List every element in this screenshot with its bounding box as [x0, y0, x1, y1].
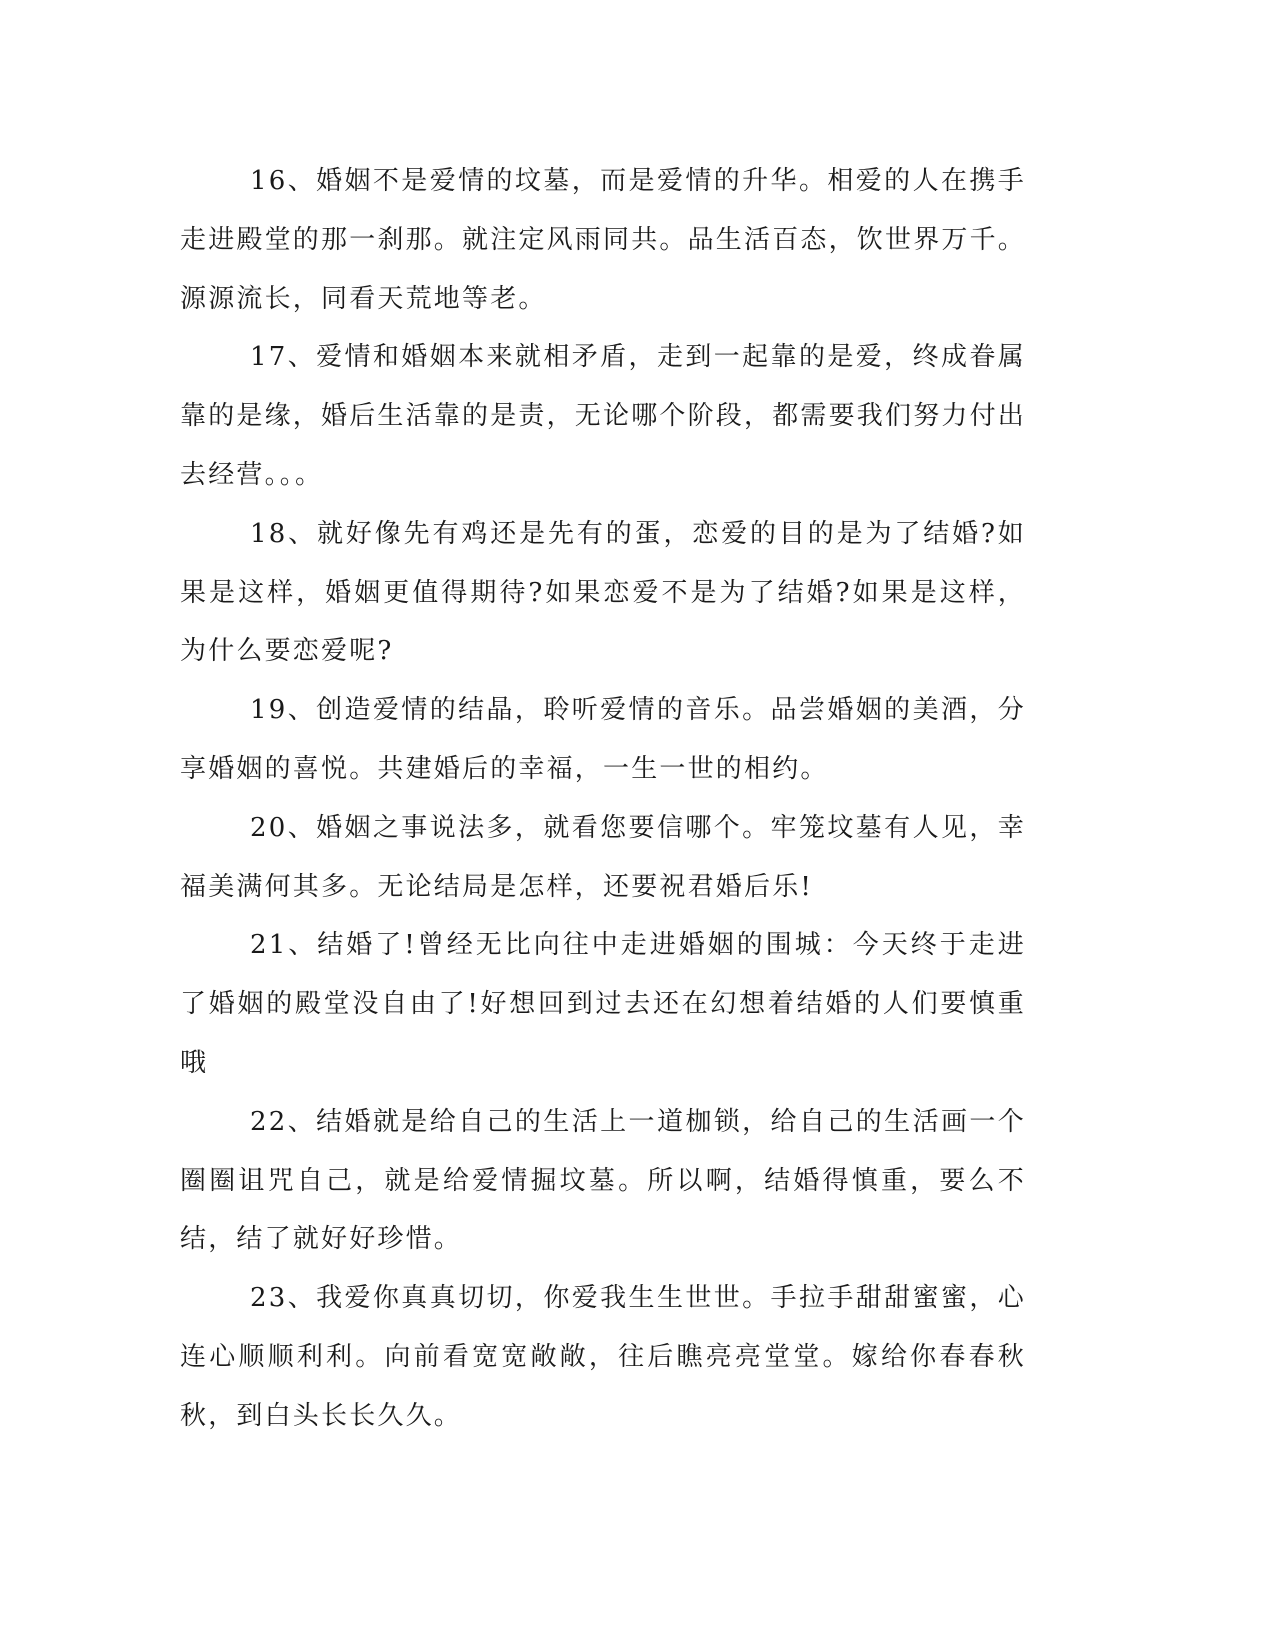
paragraph-19: 19、创造爱情的结晶，聆听爱情的音乐。品尝婚姻的美酒，分享婚姻的喜悦。共建婚后的幸福，一生一世的相约。	[180, 695, 1026, 784]
paragraph-22: 22、结婚就是给自己的生活上一道枷锁，给自己的生活画一个圈圈诅咒自己，就是给爱情掘坟墓。所以啊，结婚得慎重，要么不结，结了就好好珍惜。	[180, 1106, 1026, 1255]
document-page	[180, 152, 1026, 1446]
paragraph-21: 21、结婚了!曾经无比向往中走进婚姻的围城：今天终于走进了婚姻的殿堂没自由了!好想回到过去还在幻想着结婚的人们要慎重哦	[180, 930, 1026, 1078]
paragraph-20: 20、婚姻之事说法多，就看您要信哪个。牢笼坟墓有人见，幸福美满何其多。无论结局是怎样，还要祝君婚后乐!	[180, 812, 1026, 902]
paragraph-16: 16、婚姻不是爱情的坟墓，而是爱情的升华。相爱的人在携手走进殿堂的那一刹那。就注定风雨同共。品生活百态，饮世界万千。源源流长，同看天荒地等老。	[180, 166, 1027, 314]
paragraph-18: 18、就好像先有鸡还是先有的蛋，恋爱的目的是为了结婚?如果是这样，婚姻更值得期待?如果恋爱不是为了结婚?如果是这样，为什么要恋爱呢?	[180, 518, 1026, 667]
paragraph-23: 23、我爱你真真切切，你爱我生生世世。手拉手甜甜蜜蜜，心连心顺顺利利。向前看宽宽敞敞，往后瞧亮亮堂堂。嫁给你春春秋秋，到白头长长久久。	[180, 1283, 1026, 1431]
paragraph-17: 17、爱情和婚姻本来就相矛盾，走到一起靠的是爱，终成眷属靠的是缘，婚后生活靠的是责，无论哪个阶段，都需要我们努力付出去经营。。。	[180, 342, 1027, 490]
